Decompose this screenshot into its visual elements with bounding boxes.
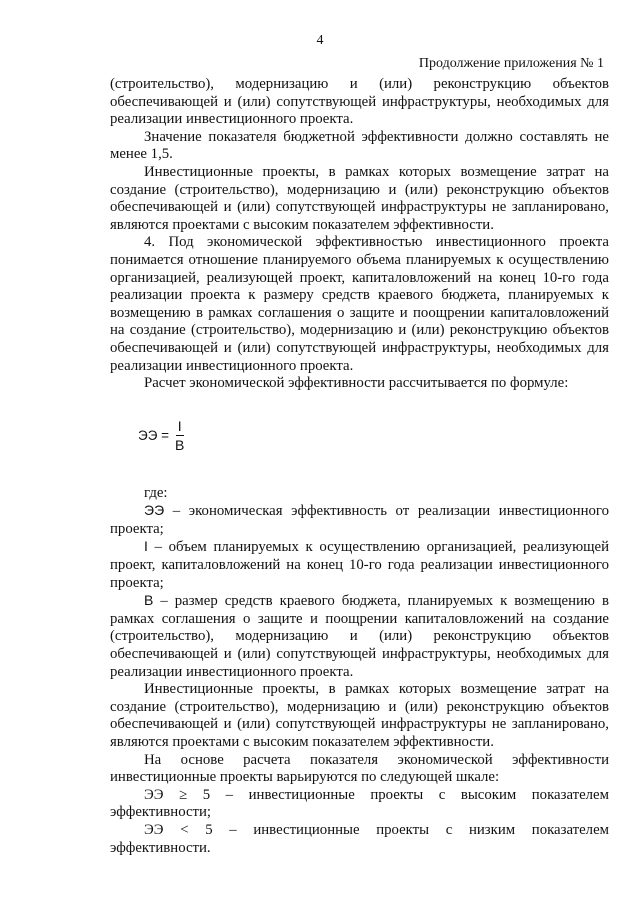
definition-b [110,592,609,681]
scale-high-efficiency: ЭЭ ≥ 5 – инвестиционные проекты с высоким показателем эффективности; [110,786,609,821]
document-body [110,76,609,857]
paragraph-continuation: (строительство), модернизацию и (или) реконструкцию объектов обеспечивающей и (или) сопутствующей инфраструктуры, необходимых для реализации инвестиционного проекта. [110,76,609,128]
formula-denominator: B [175,437,185,454]
scale-low-efficiency: ЭЭ < 5 – инвестиционные проекты с низким показателем эффективности. [110,821,609,856]
paragraph-no-compensation-projects-repeat: Инвестиционные проекты, в рамках которых возмещение затрат на создание (строительство), модернизацию и (или) реконструкцию объектов обеспечивающей и (или) сопутствующей инфраструктуры не запланировано, являются проектами с высоким показателем эффективности. [110,681,609,750]
definition-i-symbol: I [144,538,148,555]
definition-i-text: – объем планируемых к осуществлению организацией, реализующей проект, капиталовложений на конец 10-го года реализации инвестиционного проекта; [110,539,609,591]
formula-lhs: ЭЭ = [138,427,170,443]
formula-numerator: I [177,418,182,435]
definition-ee-text: – экономическая эффективность от реализации инвестиционного проекта; [110,503,609,537]
definition-b-symbol: B [144,592,154,609]
page-number: 4 [316,33,324,48]
definition-ee-symbol: ЭЭ [144,502,165,519]
definition-b-text: – размер средств краевого бюджета, планируемых к возмещению в рамках соглашения о защите и поощрении капиталовложений на создание (строительство), модернизацию и (или) реконструкцию объектов обеспечивающей и (или) сопутствующей инфраструктуры, необходимых для реализации инвестиционного проекта. [110,593,609,680]
where-label: где: [144,484,168,501]
paragraph-no-compensation-projects: Инвестиционные проекты, в рамках которых возмещение затрат на создание (строительство), модернизацию и (или) реконструкцию объектов обеспечивающей и (или) сопутствующей инфраструктуры не запланировано, являются проектами с высоким показателем эффективности. [110,163,609,233]
paragraph-scale-intro: На основе расчета показателя экономической эффективности инвестиционные проекты варьируются по следующей шкале: [110,751,609,786]
paragraph-budget-efficiency-value: Значение показателя бюджетной эффективности должно составлять не менее 1,5. [110,128,609,163]
running-header: Продолжение приложения № 1 [418,56,604,71]
paragraph-economic-efficiency-definition: 4. Под экономической эффективностью инвестиционного проекта понимается отношение планируемого объема планируемых к осуществлению организацией, реализующей проект, капиталовложений на конец 10-го года реализации проекта к размеру средств краевого бюджета, планируемых к возмещению в рамках соглашения о защите и поощрении капиталовложений на создание (строительство), модернизацию и (или) реконструкцию объектов обеспечивающей и (или) сопутствующей инфраструктуры, необходимых для реализации инвестиционного проекта. [110,234,609,374]
paragraph-formula-intro: Расчет экономической эффективности рассчитывается по формуле: [144,375,569,392]
definition-ee [110,502,609,538]
formula-fraction [175,418,184,453]
definition-i [110,538,609,592]
economic-efficiency-formula [138,413,609,459]
